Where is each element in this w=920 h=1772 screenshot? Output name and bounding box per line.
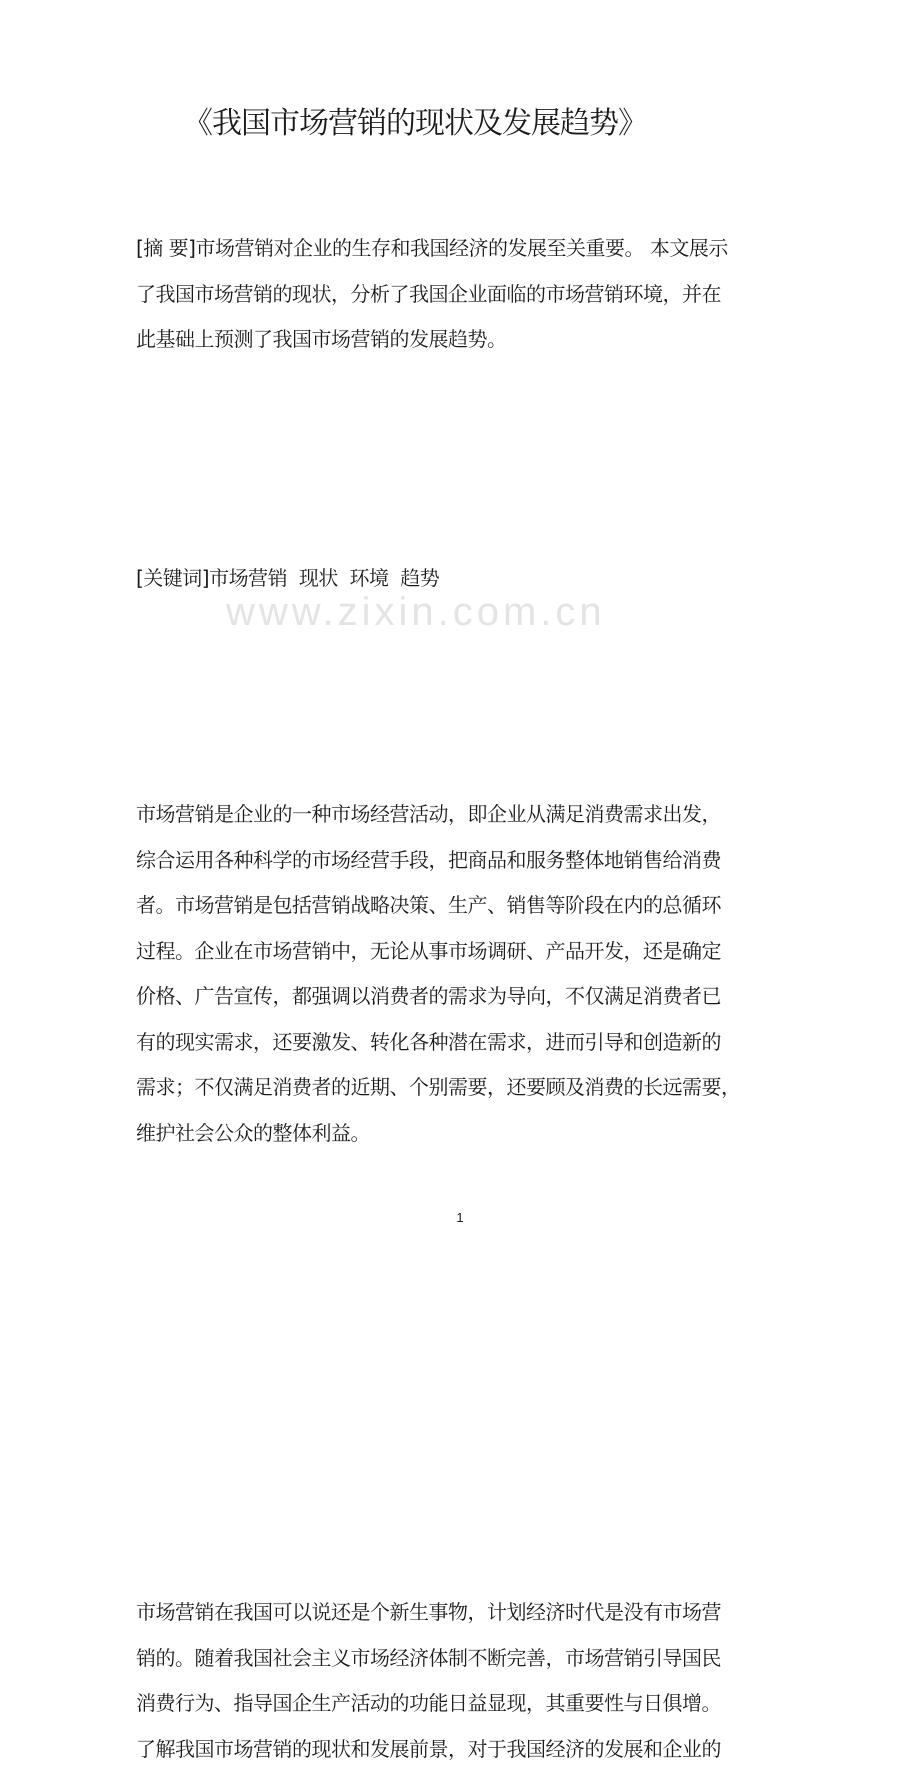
paragraph-line: 综合运用各种科学的市场经营手段，把商品和服务整体地销售给消费 [136,838,716,884]
watermark: www.zixin.com.cn [226,590,606,635]
abstract-line: 了我国市场营销的现状，分析了我国企业面临的市场营销环境，并在 [136,272,716,318]
abstract [136,226,716,363]
paragraph-line: 市场营销在我国可以说还是个新生事物，计划经济时代是没有市场营 [136,1590,716,1636]
keywords [136,556,716,602]
paragraph-line: 市场营销是企业的一种市场经营活动，即企业从满足消费需求出发， [136,792,716,838]
document-title-text: 《我国市场营销的现状及发展趋势》 [183,98,647,142]
paragraph-1 [136,792,716,1156]
paragraph-2 [136,1590,716,1772]
page-number: 1 [0,1210,920,1225]
document-title [0,98,820,142]
paragraph-line: 消费行为、指导国企生产活动的功能日益显现，其重要性与日俱增。 [136,1681,716,1727]
paragraph-line: 需求；不仅满足消费者的近期、个别需要，还要顾及消费的长远需要， [136,1065,716,1111]
paragraph-line: 者。市场营销是包括营销战略决策、生产、销售等阶段在内的总循环 [136,883,716,929]
abstract-line: 此基础上预测了我国市场营销的发展趋势。 [136,317,716,363]
paragraph-line: 了解我国市场营销的现状和发展前景，对于我国经济的发展和企业的 [136,1727,716,1772]
paragraph-line: 价格、广告宣传，都强调以消费者的需求为导向，不仅满足消费者已 [136,974,716,1020]
paragraph-line: 过程。企业在市场营销中，无论从事市场调研、产品开发，还是确定 [136,929,716,975]
paragraph-line: 维护社会公众的整体利益。 [136,1111,716,1157]
keywords-line: [关键词]市场营销 现状 环境 趋势 [136,556,716,602]
paragraph-line: 有的现实需求，还要激发、转化各种潜在需求，进而引导和创造新的 [136,1020,716,1066]
abstract-line: [摘 要]市场营销对企业的生存和我国经济的发展至关重要。 本文展示 [136,226,716,272]
paragraph-line: 销的。随着我国社会主义市场经济体制不断完善，市场营销引导国民 [136,1636,716,1682]
